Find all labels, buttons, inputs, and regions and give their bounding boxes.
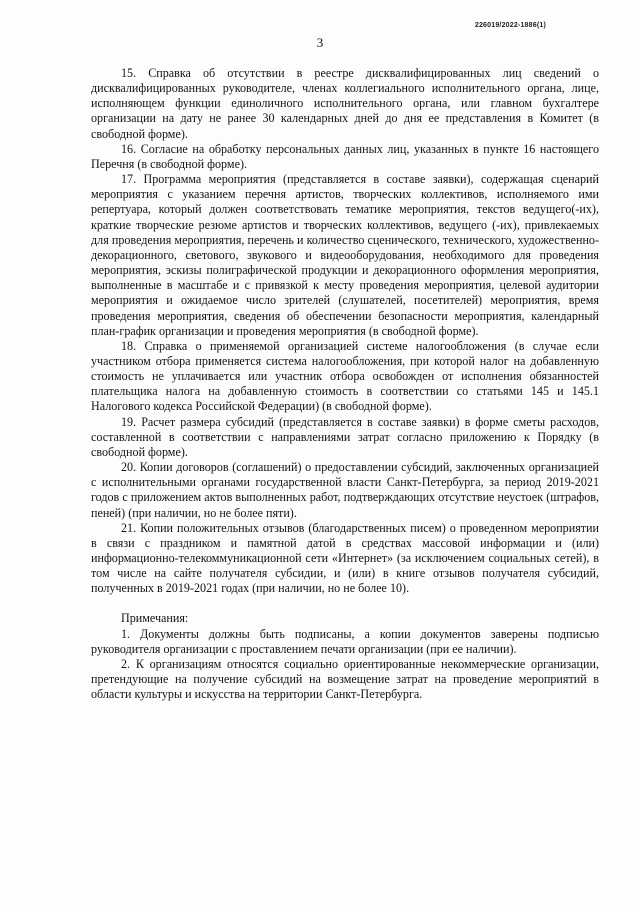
page-number: 3 xyxy=(316,35,324,50)
document-id: 226019/2022-1886(1) xyxy=(474,22,546,29)
paragraph-19: 19. Расчет размера субсидий (представляется в составе заявки) в форме сметы расходов, составленной в соответствии с направлениями затрат согласно приложению к Порядку (в свободной форме). xyxy=(91,414,599,459)
section-gap xyxy=(91,596,599,611)
paragraph-15: 15. Справка об отсутствии в реестре дисквалифицированных лиц сведений о дисквалифицированных руководителе, членах коллегиального исполнительного органа, лице, исполняющем функции единоличного исполнительного органа, или главном бухгалтере организации на дату не ранее 30 календарных дней до дня ее представления в Комитет (в свободной форме). xyxy=(91,66,599,141)
paragraph-21: 21. Копии положительных отзывов (благодарственных писем) о проведенном мероприятии в связи с праздником и памятной датой в средствах массовой информации и (или) информационно-телекоммуникационной сети «Интернет» (за исключением социальных сетей), в том числе на сайте получателя субсидии, и (или) в книге отзывов получателя субсидий, полученных в 2019-2021 годах (при наличии, но не более 10). xyxy=(91,520,599,596)
notes-heading: Примечания: xyxy=(121,611,189,626)
note-item-1: 1. Документы должны быть подписаны, а копии документов заверены подписью руководителя организации с проставлением печати организации (при ее наличии). xyxy=(91,626,599,656)
document-body xyxy=(91,66,599,702)
note-item-2: 2. К организациям относятся социально ориентированные некоммерческие организации, претендующие на получение субсидий на возмещение затрат на проведение мероприятий в области культуры и искусства на территории Санкт-Петербурга. xyxy=(91,656,599,702)
paragraph-20: 20. Копии договоров (соглашений) о предоставлении субсидий, заключенных организацией с исполнительными органами государственной власти Санкт-Петербурга, за период 2019-2021 годов с приложением актов выполненных работ, подтверждающих отсутствие неустоек (штрафов, пеней) (при наличии, но не более пяти). xyxy=(91,460,599,520)
paragraph-18: 18. Справка о применяемой организацией системе налогообложения (в случае если участником отбора применяется система налогообложения, при которой налог на добавленную стоимость не уплачивается или участник отбора освобожден от исполнения обязанностей плательщика налога на добавленную стоимость в соответствии со статьями 145 и 145.1 Налогового кодекса Российской Федерации) (в свободной форме). xyxy=(91,338,599,414)
paragraph-17: 17. Программа мероприятия (представляется в составе заявки), содержащая сценарий мероприятия с указанием перечня артистов, творческих коллективов, исполняемого ими репертуара, который должен соответствовать тематике мероприятия, текстов ведущего(-их), краткие творческие резюме артистов и творческих коллективов, ведущего (-их), привлекаемых для проведения мероприятия, перечень и количество сценического, технического, художественно-декорационного, светового, звукового и видеооборудования, необходимого для проведения мероприятия, эскизы полиграфической продукции и декорационного оформления мероприятия, выполненные в масштабе и с привязкой к месту проведения мероприятия, целевой аудитории мероприятия и ожидаемое число зрителей (слушателей, посетителей) мероприятия, время проведения мероприятия, сведения об обеспечении безопасности мероприятия, календарный план-график организации и проведения мероприятия (в свободной форме). xyxy=(91,172,599,338)
paragraph-16: 16. Согласие на обработку персональных данных лиц, указанных в пункте 16 настоящего Перечня (в свободной форме). xyxy=(91,141,599,171)
